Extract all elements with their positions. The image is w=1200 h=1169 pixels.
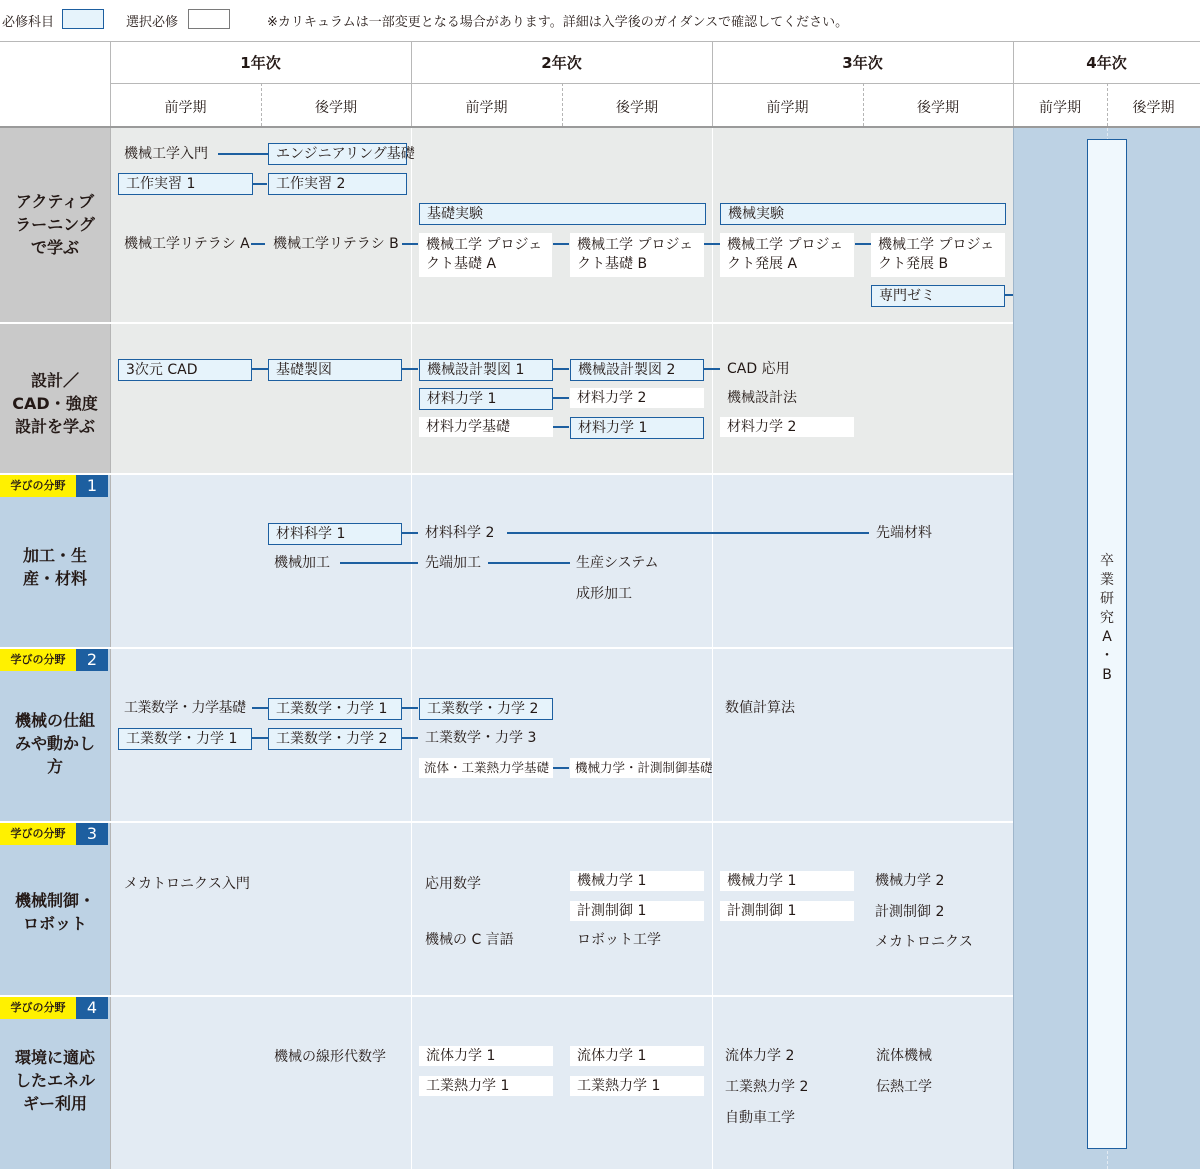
course-required: 材料力学 1 [570,417,704,439]
graduation-research-glyph: B [1102,667,1112,683]
course-elective: 機械工学 プロジェクト発展 B [871,233,1005,277]
semester-header: 後学期 [1132,100,1175,116]
field-number: 3 [76,823,108,845]
semester-header: 前学期 [164,100,207,116]
row-label-active [0,190,110,259]
course: 生産システム [576,555,659,571]
row-label-text: 機械の仕組みや動かし方 [15,711,96,776]
course-elective: 工業熱力学 1 [570,1076,704,1096]
header-top-border [0,41,1200,42]
connector-line [402,532,418,534]
connector-line [253,183,267,185]
field-tag-3 [0,823,110,845]
course: 機械加工 [274,555,330,571]
connector-line [553,767,569,769]
graduation-research-glyph: 究 [1100,610,1114,626]
course-required: 基礎実験 [419,203,706,225]
connector-line [553,368,569,370]
connector-line [704,243,720,245]
row-label-field3 [0,889,110,935]
course-elective: 機械工学 プロジェクト基礎 B [570,233,704,277]
row-label-field2 [0,709,110,778]
course: ロボット工学 [577,932,661,948]
course-elective: 機械力学 1 [720,871,854,891]
connector-line [218,153,268,155]
field-number: 4 [76,997,108,1019]
course-required: 材料力学 1 [419,388,553,410]
course-required: 工業数学・力学 1 [268,698,402,720]
field-tag-text: 学びの分野 [0,997,76,1019]
field-tag-1 [0,475,110,497]
connector-line [704,368,720,370]
course-elective: 材料力学基礎 [419,417,553,437]
course-elective: 流体力学 1 [419,1046,553,1066]
course-elective: 計測制御 1 [570,901,704,921]
course: 伝熱工学 [876,1079,932,1095]
row-separator [0,473,1013,475]
graduation-research-label [1088,552,1126,685]
course-required: 材料科学 1 [268,523,402,545]
semester-header: 後学期 [616,100,658,116]
course: メカトロニクス [875,934,973,950]
course-required: 工業数学・力学 1 [118,728,252,750]
field-tag-2 [0,649,110,671]
course-required: 工業数学・力学 2 [268,728,402,750]
year-3-header: 3年次 [842,54,883,72]
course-elective: 計測制御 1 [720,901,854,921]
legend-required-swatch [62,9,104,29]
row-label-design [0,369,110,438]
course-required: 工業数学・力学 2 [419,698,553,720]
graduation-research-glyph: 卒 [1100,553,1114,569]
course: 機械の線形代数学 [274,1049,386,1065]
course-required: 3次元 CAD [118,359,252,381]
connector-line [402,368,418,370]
course-required: 機械実験 [720,203,1006,225]
row-separator [0,322,1013,324]
row-label-text: 設計／CAD・強度設計を学ぶ [12,371,98,436]
course: 流体機械 [876,1048,932,1064]
course: 材料科学 2 [425,525,495,541]
row-label-text: アクティブラーニングで学ぶ [15,192,95,257]
graduation-research-box [1087,139,1127,1149]
course-elective: 材料力学 2 [720,417,854,437]
course-elective: 機械力学 1 [570,871,704,891]
row-label-field1 [0,544,110,590]
connector-line [553,243,569,245]
course: 工業熱力学 2 [725,1079,809,1095]
course: 先端材料 [876,525,932,541]
connector-line [252,368,268,370]
course: 工業数学・力学 3 [425,730,537,746]
course: 機械力学 2 [875,873,945,889]
course-elective: 材料力学 2 [570,388,704,408]
course: 機械工学リテラシ B [273,236,399,252]
graduation-research-glyph: 業 [1100,572,1114,588]
field-number: 1 [76,475,108,497]
course: 成形加工 [576,586,632,602]
connector-line [855,243,871,245]
course-elective: 流体力学 1 [570,1046,704,1066]
semester-divider [562,83,563,126]
course-required: 工作実習 1 [118,173,253,195]
legend-elective-label: 選択必修 [126,15,179,30]
course: 先端加工 [425,555,481,571]
row-label-text: 機械制御・ロボット [15,891,96,933]
connector-line [553,426,569,428]
row-separator [0,821,1013,823]
course-elective: 機械力学・計測制御基礎 [570,758,710,778]
row-label-text: 加工・生産・材料 [22,546,87,588]
connector-line [553,397,569,399]
graduation-research-glyph: A [1102,629,1112,645]
connector-line [1005,294,1013,296]
semester-header: 前学期 [465,100,508,116]
course-required: 専門ゼミ [871,285,1005,307]
graduation-research-glyph: ・ [1100,648,1114,664]
course: 機械工学リテラシ A [124,236,250,252]
year-2-header: 2年次 [541,54,582,72]
course: 自動車工学 [725,1110,795,1126]
field-tag-text: 学びの分野 [0,475,76,497]
course-required: 機械設計製図 1 [419,359,553,381]
course-elective: 工業熱力学 1 [419,1076,553,1096]
semester-divider [863,83,864,126]
course-elective: 流体・工業熱力学基礎 [419,758,553,778]
field-tag-text: 学びの分野 [0,649,76,671]
course: 機械の C 言語 [425,932,514,948]
semester-header: 後学期 [315,100,357,116]
course-elective: 機械工学 プロジェクト発展 A [720,233,854,277]
course-required: 工作実習 2 [268,173,407,195]
legend-elective-swatch [188,9,230,29]
graduation-research-glyph: 研 [1100,591,1114,607]
course-required: 機械設計製図 2 [570,359,704,381]
course-required: 基礎製図 [268,359,402,381]
semester-divider [1107,83,1108,126]
connector-line [252,707,268,709]
course: 工業数学・力学基礎 [124,700,246,716]
connector-line [488,562,570,564]
field-number: 2 [76,649,108,671]
course: 計測制御 2 [875,904,945,920]
year-4-header: 4年次 [1086,54,1127,72]
course: 機械工学入門 [124,146,208,162]
column-divider [1013,128,1014,1169]
row-label-text: 環境に適応したエネルギー利用 [14,1048,95,1113]
header-mid-border [110,83,1200,84]
connector-line [252,737,268,739]
semester-header: 後学期 [917,100,959,116]
row-separator [0,995,1013,997]
semester-divider [261,83,262,126]
year-1-header: 1年次 [240,54,281,72]
legend-note: ※カリキュラムは一部変更となる場合があります。詳細は入学後のガイダンスで確認してください。 [267,15,849,30]
connector-line [402,737,418,739]
course: CAD 応用 [727,361,790,377]
row-label-field4 [0,1046,110,1115]
course: 機械設計法 [727,390,797,406]
course: 応用数学 [425,876,481,892]
connector-line [340,562,418,564]
connector-line [507,532,869,534]
semester-header: 前学期 [766,100,809,116]
course: メカトロニクス入門 [124,876,250,892]
course-elective: 機械工学 プロジェクト基礎 A [419,233,552,277]
semester-header: 前学期 [1039,100,1081,116]
row-separator [0,647,1013,649]
legend-required-label: 必修科目 [2,15,55,30]
course: 数値計算法 [725,700,795,716]
course-required: エンジニアリング基礎 [268,143,407,165]
course: 流体力学 2 [725,1048,795,1064]
connector-line [402,707,418,709]
field-tag-text: 学びの分野 [0,823,76,845]
field-tag-4 [0,997,110,1019]
